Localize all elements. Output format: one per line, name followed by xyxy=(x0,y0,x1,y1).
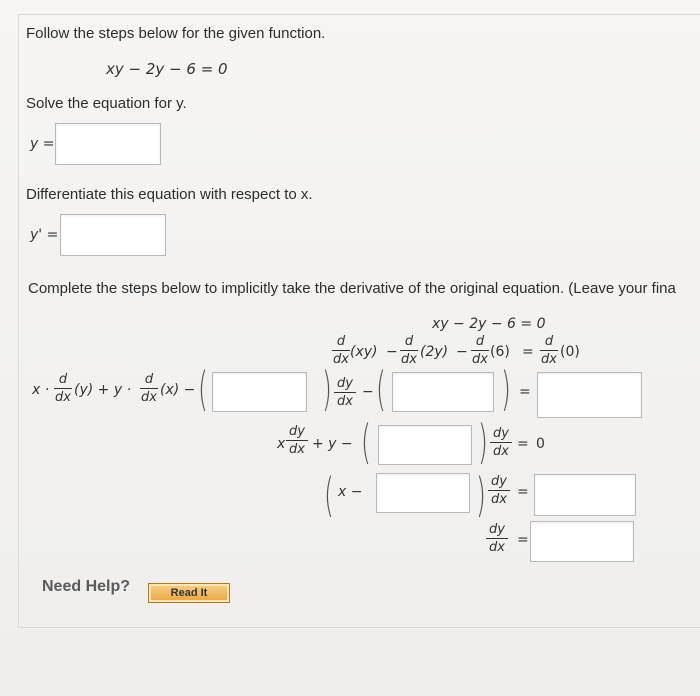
minus-sign: − xyxy=(456,344,468,360)
dy-dx-frac-1: dy dx xyxy=(334,376,356,409)
solve-label: y = xyxy=(30,136,55,152)
derivative-input[interactable] xyxy=(60,214,166,256)
d-dx-frac-2: d dx xyxy=(401,334,417,367)
twoy-term: (2y) xyxy=(420,344,449,360)
equals-sign: = xyxy=(517,484,529,500)
equals-sign: = xyxy=(519,384,531,400)
step3-input-3[interactable] xyxy=(537,372,642,418)
dy-dx-frac-3: dy dx xyxy=(490,426,512,459)
step5-input-2[interactable] xyxy=(534,474,636,516)
d-dx-frac-1: d dx xyxy=(333,334,349,367)
need-help-label: Need Help? xyxy=(42,578,131,595)
dy-dx-frac-2: dy dx xyxy=(286,424,308,457)
x-term: (x) − xyxy=(160,382,196,398)
dy-dx-frac-4: dy dx xyxy=(488,474,510,507)
given-equation: xy − 2y − 6 = 0 xyxy=(106,60,228,78)
d-dx-frac-4: d dx xyxy=(541,334,557,367)
right-paren: ) xyxy=(476,468,486,522)
left-paren: ( xyxy=(324,468,334,522)
left-paren: ( xyxy=(198,362,208,416)
right-paren: ) xyxy=(501,362,511,416)
left-paren: ( xyxy=(376,362,386,416)
final-dydx-input[interactable] xyxy=(530,521,634,562)
step3-input-1[interactable] xyxy=(212,372,307,412)
x-dot: x · xyxy=(32,382,50,398)
read-it-button[interactable]: Read It xyxy=(148,583,230,603)
implicit-prompt: Complete the steps below to implicitly take the derivative of the original equation. (Leave your fina xyxy=(28,280,676,297)
instruction-text: Follow the steps below for the given function. xyxy=(26,25,326,42)
step3-input-2[interactable] xyxy=(392,372,494,412)
xy-term: (xy) xyxy=(350,344,378,360)
x-minus: x − xyxy=(338,484,363,500)
diff-label: y' = xyxy=(30,227,59,243)
diff-prompt: Differentiate this equation with respect to x. xyxy=(26,186,313,203)
dy-dx-frac-5: dy dx xyxy=(486,522,508,555)
d-dx-frac-5: d dx xyxy=(55,372,71,405)
minus-sign: − xyxy=(386,344,398,360)
zero-term: (0) xyxy=(560,344,580,360)
step4-input[interactable] xyxy=(378,425,472,465)
right-paren: ) xyxy=(322,362,332,416)
solve-prompt: Solve the equation for y. xyxy=(26,95,187,112)
equals-sign: = xyxy=(517,436,529,452)
y-term: (y) + y · xyxy=(74,382,132,398)
six-term: (6) xyxy=(490,344,510,360)
right-paren: ) xyxy=(478,415,488,469)
d-dx-frac-6: d dx xyxy=(141,372,157,405)
solve-y-input[interactable] xyxy=(55,123,161,165)
plus-y-minus: + y − xyxy=(312,436,353,452)
x-letter: x xyxy=(277,436,286,452)
step-equation: xy − 2y − 6 = 0 xyxy=(432,316,546,332)
equals-sign: = xyxy=(522,344,534,360)
equals-sign: = xyxy=(517,532,529,548)
left-paren: ( xyxy=(361,415,371,469)
d-dx-frac-3: d dx xyxy=(472,334,488,367)
zero-value: 0 xyxy=(536,436,545,452)
minus-sign: − xyxy=(362,384,374,400)
step5-input-1[interactable] xyxy=(376,473,470,513)
